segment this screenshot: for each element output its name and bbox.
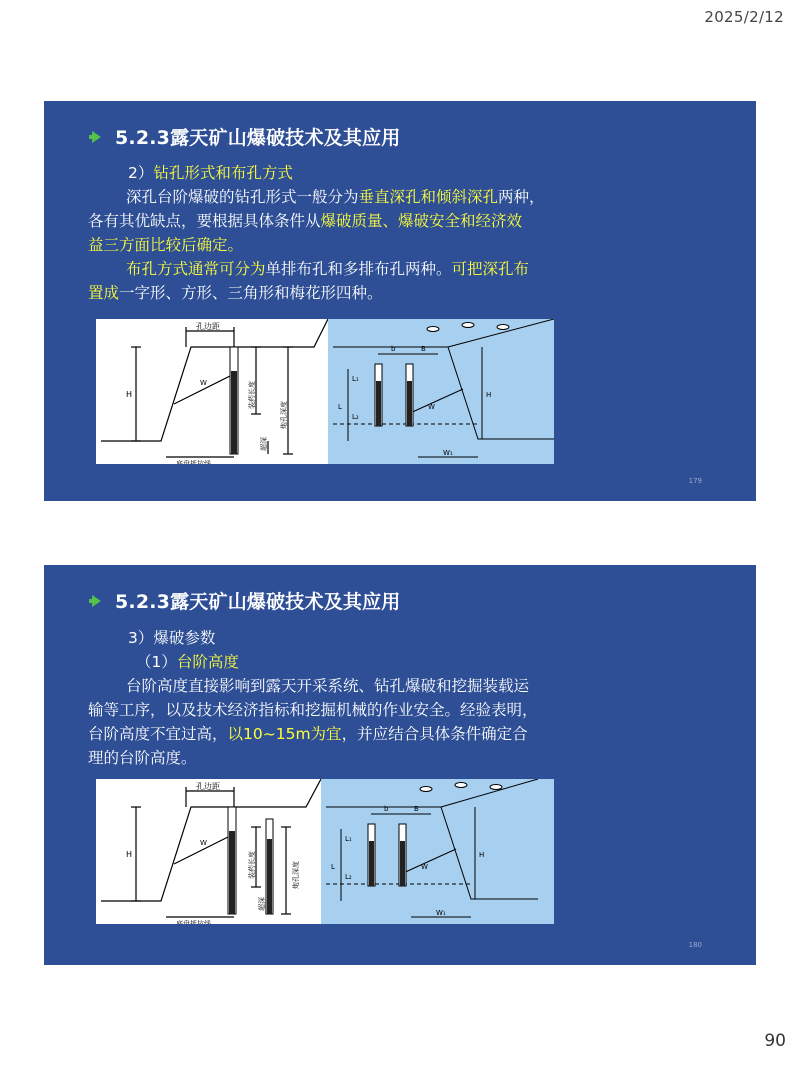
label-L: L <box>331 863 335 871</box>
highlighted-text: 爆破质量、爆破安全和经济效 <box>320 212 523 230</box>
label-burden: W <box>200 379 207 387</box>
label-W: W <box>421 863 428 871</box>
highlighted-text: 益三方面比较后确定。 <box>88 236 244 254</box>
vertical-hole-diagram <box>96 319 328 464</box>
page-date: 2025/2/12 <box>704 8 784 26</box>
text-segment: 2） <box>128 164 154 182</box>
text-line <box>88 233 588 257</box>
label-height: H <box>126 850 133 859</box>
label-burden: W <box>200 839 207 847</box>
text-segment: 一字形、方形、三角形和梅花形四种。 <box>119 284 383 302</box>
inclined-hole-diagram <box>321 779 554 924</box>
blasting-diagram <box>96 779 554 924</box>
label-charge-length: 装药长度 <box>248 851 256 879</box>
bullet-arrow-icon <box>92 131 101 143</box>
slide-title: 5.2.3露天矿山爆破技术及其应用 <box>92 587 401 614</box>
label-spacing: 孔边距 <box>196 782 220 791</box>
page-number: 90 <box>764 1031 786 1051</box>
text-line <box>88 674 588 698</box>
slide-number: 180 <box>688 941 702 949</box>
text-segment: 深孔台阶爆破的钻孔形式一般分为 <box>126 188 359 206</box>
text-line <box>88 257 588 281</box>
label-W1: W₁ <box>443 449 453 457</box>
highlighted-text: 台阶高度 <box>176 653 239 671</box>
vertical-hole-diagram <box>96 779 321 924</box>
slide-title: 5.2.3露天矿山爆破技术及其应用 <box>92 123 401 150</box>
label-B: B <box>421 345 426 353</box>
text-line <box>88 722 588 746</box>
highlighted-text: 置成 <box>88 284 120 302</box>
label-subdrill: 超深 <box>260 437 268 451</box>
text-segment: 台阶高度不宜过高， <box>88 725 228 743</box>
label-subdrill: 超深 <box>258 897 266 911</box>
blasting-diagram <box>96 319 554 464</box>
text-line <box>88 209 588 233</box>
label-W1: W₁ <box>436 909 446 917</box>
text-segment: 单排布孔和多排布孔两种。 <box>265 260 452 278</box>
text-line <box>88 746 588 770</box>
text-segment: 输等工序，以及技术经济指标和挖掘机械的作业安全。经验表明， <box>88 701 538 719</box>
label-B: B <box>414 805 419 813</box>
label-charge-length: 装药长度 <box>248 381 256 409</box>
slide-180 <box>44 565 756 965</box>
text-line <box>88 185 588 209</box>
label-hole-depth: 炮孔深度 <box>280 401 288 429</box>
slide-body <box>88 626 588 770</box>
slide-number: 179 <box>688 477 702 485</box>
highlighted-text: 布孔方式通常可分为 <box>126 260 266 278</box>
label-b: b <box>391 345 396 353</box>
highlighted-text: 钻孔形式和布孔方式 <box>153 164 293 182</box>
text-segment: 各有其优缺点，要根据具体条件从 <box>88 212 321 230</box>
slide-body <box>88 161 588 305</box>
text-segment: 两种， <box>498 188 545 206</box>
highlighted-text: 以10~15m为宜 <box>227 725 342 743</box>
text-line <box>88 161 588 185</box>
label-H: H <box>479 851 485 859</box>
bullet-arrow-icon <box>92 595 101 607</box>
label-H: H <box>486 391 492 399</box>
label-L: L <box>338 403 342 411</box>
label-L2: L₂ <box>352 413 359 421</box>
label-L1: L₁ <box>345 835 352 843</box>
text-segment: （1） <box>136 653 177 671</box>
text-line <box>88 626 588 650</box>
label-b: b <box>384 805 389 813</box>
highlighted-text: 可把深孔布 <box>451 260 530 278</box>
label-toe-line: 底盘抵抗线 <box>176 920 211 924</box>
text-line <box>88 281 588 305</box>
label-W: W <box>428 403 435 411</box>
inclined-hole-diagram <box>328 319 554 464</box>
label-L1: L₁ <box>352 375 359 383</box>
text-segment: 理的台阶高度。 <box>88 749 197 767</box>
text-segment: 台阶高度直接影响到露天开采系统、钻孔爆破和挖掘装载运 <box>126 677 530 695</box>
label-toe-line: 底盘抵抗线 <box>176 460 211 464</box>
label-L2: L₂ <box>345 873 352 881</box>
text-segment: 3）爆破参数 <box>128 629 216 647</box>
label-height: H <box>126 390 133 399</box>
text-line <box>88 650 588 674</box>
highlighted-text: 垂直深孔和倾斜深孔 <box>358 188 499 206</box>
text-line <box>88 698 588 722</box>
label-spacing: 孔边距 <box>196 322 220 331</box>
text-segment: ，并应结合具体条件确定合 <box>341 725 528 743</box>
slide-179 <box>44 101 756 501</box>
label-hole-depth: 炮孔深度 <box>292 861 300 889</box>
